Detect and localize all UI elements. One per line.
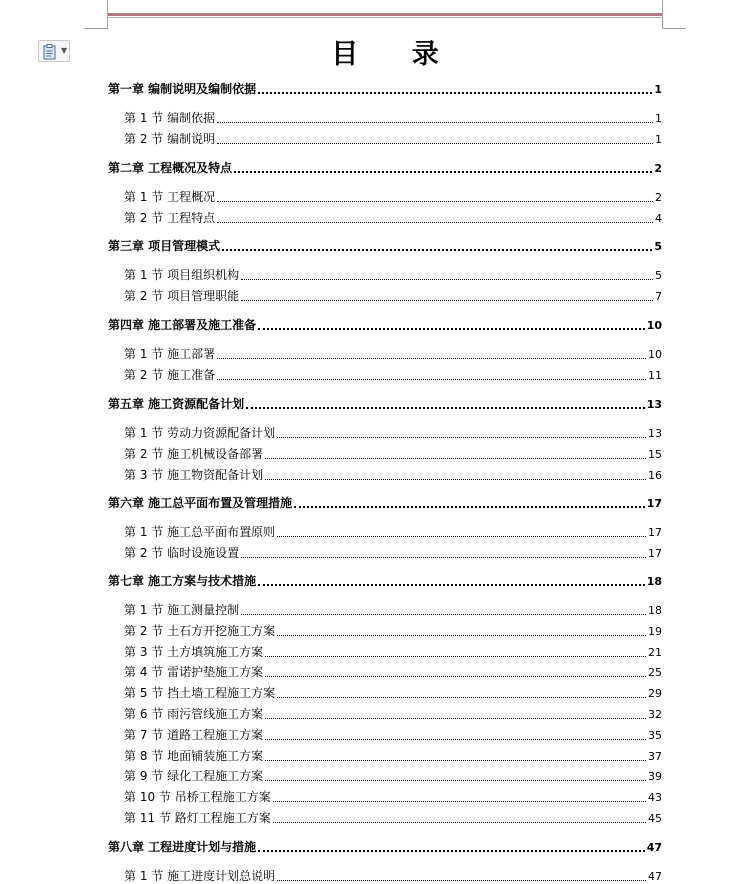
crop-mark xyxy=(662,0,663,28)
page-number: 18 xyxy=(648,604,662,617)
chevron-down-icon: ▼ xyxy=(61,46,68,55)
chapter-title: 第八章 工程进度计划与措施 xyxy=(108,840,257,854)
page-number: 47 xyxy=(648,870,662,883)
toc-chapter-entry[interactable] xyxy=(108,838,662,855)
toc-section-entry[interactable] xyxy=(108,445,662,462)
toc-section-entry[interactable] xyxy=(108,266,662,283)
toc-section-entry[interactable] xyxy=(108,188,662,205)
toc-section-entry[interactable] xyxy=(108,523,662,540)
chapter-title: 第七章 施工方案与技术措施 xyxy=(108,574,257,588)
dot-leader xyxy=(265,717,646,719)
dot-leader xyxy=(265,759,646,761)
toc-section-entry[interactable] xyxy=(108,684,662,701)
chapter-title: 第六章 施工总平面布置及管理措施 xyxy=(108,496,293,510)
dot-leader xyxy=(217,121,653,123)
dot-leader xyxy=(258,849,645,852)
toc-section-entry[interactable] xyxy=(108,424,662,441)
section-title: 第 2 节 工程特点 xyxy=(124,210,216,225)
toc-section-entry[interactable] xyxy=(108,867,662,884)
dot-leader xyxy=(217,142,653,144)
page-number: 1 xyxy=(655,112,662,125)
toc-section-entry[interactable] xyxy=(108,345,662,362)
page-number: 21 xyxy=(648,645,662,659)
toc-section-entry[interactable] xyxy=(108,209,662,226)
page-number: 13 xyxy=(648,427,662,440)
crop-mark xyxy=(662,28,686,29)
dot-leader xyxy=(258,583,645,586)
page-number: 17 xyxy=(648,546,662,560)
chapter-title: 第五章 施工资源配备计划 xyxy=(108,397,245,411)
section-title: 第 1 节 施工部署 xyxy=(124,347,216,361)
dot-leader xyxy=(222,248,652,251)
section-title: 第 1 节 编制依据 xyxy=(124,111,216,125)
section-title: 第 3 节 施工物资配备计划 xyxy=(124,467,264,482)
toc-section-entry[interactable] xyxy=(108,466,662,483)
toc-section-entry[interactable] xyxy=(108,726,662,743)
toc-chapter-entry[interactable] xyxy=(108,237,662,254)
page-number: 39 xyxy=(648,770,662,784)
toc-section-entry[interactable] xyxy=(108,809,662,826)
dot-leader xyxy=(241,613,646,615)
page-number: 15 xyxy=(648,447,662,461)
page-number: 17 xyxy=(646,497,662,510)
page-number: 45 xyxy=(648,812,662,825)
page-number: 19 xyxy=(648,624,662,638)
toc-section-entry[interactable] xyxy=(108,544,662,561)
toc-chapter-entry[interactable] xyxy=(108,395,662,412)
page-number: 11 xyxy=(648,368,662,382)
page-number: 1 xyxy=(655,132,662,146)
toc-section-entry[interactable] xyxy=(108,287,662,304)
toc-section-entry[interactable] xyxy=(108,767,662,784)
toc-chapter-entry[interactable] xyxy=(108,572,662,589)
dot-leader xyxy=(265,655,646,657)
toc-section-entry[interactable] xyxy=(108,788,662,805)
page-number: 10 xyxy=(648,348,662,361)
page-number: 2 xyxy=(655,191,662,204)
dot-leader xyxy=(277,436,646,438)
toc-section-entry[interactable] xyxy=(108,601,662,618)
dot-leader xyxy=(273,821,646,823)
page-number: 25 xyxy=(648,666,662,680)
chapter-title: 第一章 编制说明及编制依据 xyxy=(108,82,257,96)
page-number: 5 xyxy=(654,240,662,253)
dot-leader xyxy=(277,535,646,537)
page-number: 32 xyxy=(648,708,662,721)
dot-leader xyxy=(265,457,646,459)
toc-chapter-entry[interactable] xyxy=(108,159,662,176)
dot-leader xyxy=(277,634,646,636)
section-title: 第 1 节 劳动力资源配备计划 xyxy=(124,426,276,440)
page-number: 47 xyxy=(646,841,662,854)
page-number: 43 xyxy=(648,791,662,805)
section-title: 第 2 节 临时设施设置 xyxy=(124,545,240,560)
toc-section-entry[interactable] xyxy=(108,643,662,660)
section-title: 第 1 节 施工测量控制 xyxy=(124,603,240,617)
clipboard-icon xyxy=(43,44,57,64)
dot-leader xyxy=(241,299,653,301)
section-title: 第 9 节 绿化工程施工方案 xyxy=(124,769,264,784)
page-number: 7 xyxy=(655,289,662,303)
page-number: 17 xyxy=(648,526,662,539)
dot-leader xyxy=(277,879,646,881)
toc-section-entry[interactable] xyxy=(108,705,662,722)
section-title: 第 2 节 施工机械设备部署 xyxy=(124,446,264,461)
page-number: 13 xyxy=(646,398,662,411)
dot-leader xyxy=(234,170,652,173)
section-title: 第 11 节 路灯工程施工方案 xyxy=(124,811,271,825)
toc-section-entry[interactable] xyxy=(108,366,662,383)
dot-leader xyxy=(273,800,646,802)
toc-title: 目 录 xyxy=(331,39,461,70)
section-title: 第 1 节 工程概况 xyxy=(124,190,216,204)
dot-leader xyxy=(241,556,646,558)
page-number: 4 xyxy=(655,211,662,225)
section-title: 第 4 节 雷诺护垫施工方案 xyxy=(124,665,264,680)
section-title: 第 8 节 地面铺装施工方案 xyxy=(124,748,264,763)
section-title: 第 7 节 道路工程施工方案 xyxy=(124,727,264,742)
dot-leader xyxy=(265,675,646,677)
toc-section-entry[interactable] xyxy=(108,622,662,639)
dot-leader xyxy=(258,327,645,330)
section-title: 第 1 节 施工总平面布置原则 xyxy=(124,525,276,539)
chapter-title: 第四章 施工部署及施工准备 xyxy=(108,318,257,332)
section-title: 第 10 节 吊桥工程施工方案 xyxy=(124,790,271,805)
dot-leader xyxy=(277,696,646,698)
dot-leader xyxy=(294,505,645,508)
toc-chapter-entry[interactable] xyxy=(108,494,662,511)
header-rule-thin xyxy=(108,17,662,18)
section-title: 第 1 节 项目组织机构 xyxy=(124,268,240,282)
page-number: 2 xyxy=(654,162,662,175)
dot-leader xyxy=(258,91,652,94)
dot-leader xyxy=(241,278,653,280)
dot-leader xyxy=(265,478,646,480)
dot-leader xyxy=(246,406,645,409)
dot-leader xyxy=(217,200,653,202)
dot-leader xyxy=(217,221,653,223)
page-number: 18 xyxy=(646,575,662,588)
dot-leader xyxy=(217,378,646,380)
toc-section-entry[interactable] xyxy=(108,663,662,680)
section-title: 第 2 节 土石方开挖施工方案 xyxy=(124,623,276,638)
section-title: 第 2 节 项目管理职能 xyxy=(124,288,240,303)
toc-section-entry[interactable] xyxy=(108,130,662,147)
section-title: 第 5 节 挡土墙工程施工方案 xyxy=(124,686,276,701)
chapter-title: 第二章 工程概况及特点 xyxy=(108,161,233,175)
page-number: 37 xyxy=(648,749,662,763)
toc-section-entry[interactable] xyxy=(108,109,662,126)
dot-leader xyxy=(265,779,646,781)
toc-section-entry[interactable] xyxy=(108,747,662,764)
page-number: 29 xyxy=(648,687,662,701)
page-number: 16 xyxy=(648,468,662,482)
page-number: 35 xyxy=(648,728,662,742)
page-number: 10 xyxy=(646,319,662,332)
dot-leader xyxy=(265,738,646,740)
header-rule xyxy=(108,13,662,16)
section-title: 第 3 节 土方填筑施工方案 xyxy=(124,644,264,659)
paste-options-button[interactable] xyxy=(38,40,70,62)
page-number: 5 xyxy=(655,269,662,282)
page-number: 1 xyxy=(654,83,662,96)
section-title: 第 2 节 编制说明 xyxy=(124,131,216,146)
section-title: 第 2 节 施工准备 xyxy=(124,367,216,382)
section-title: 第 6 节 雨污管线施工方案 xyxy=(124,707,264,721)
section-title: 第 1 节 施工进度计划总说明 xyxy=(124,869,276,883)
chapter-title: 第三章 项目管理模式 xyxy=(108,239,221,253)
toc-chapter-entry[interactable] xyxy=(108,316,662,333)
dot-leader xyxy=(217,357,646,359)
crop-mark xyxy=(84,28,108,29)
toc-chapter-entry[interactable] xyxy=(108,80,662,97)
